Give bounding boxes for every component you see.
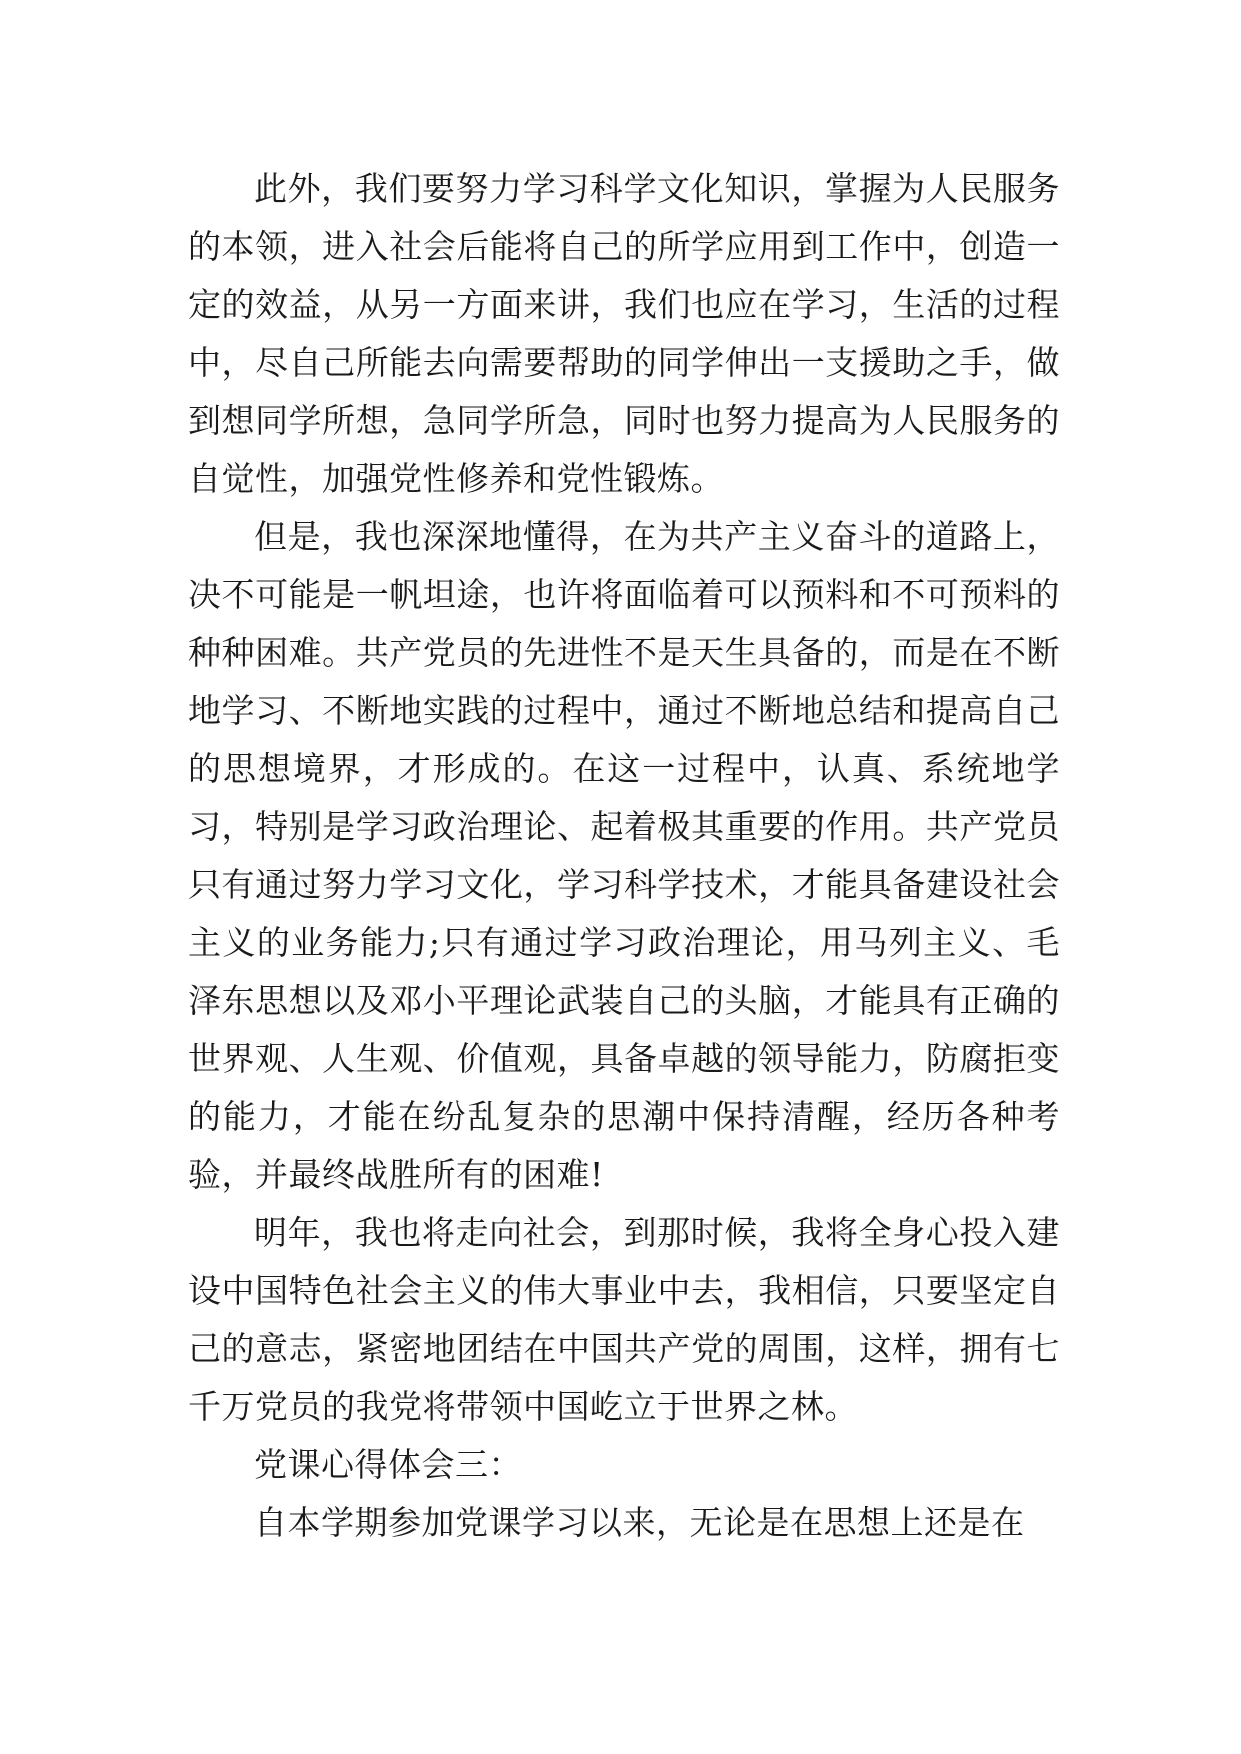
paragraph-study-knowledge: 此外，我们要努力学习科学文化知识，掌握为人民服务的本领，进入社会后能将自己的所学应用到工作中，创造一定的效益，从另一方面来讲，我们也应在学习，生活的过程中，尽自己所能去向需要帮助的同学伸出一支援助之手，做到想同学所想，急同学所急，同时也努力提高为人民服务的自觉性，加强党性修养和党性锻炼。 — [188, 169, 1060, 498]
paragraph-next-year: 明年，我也将走向社会，到那时候，我将全身心投入建设中国特色社会主义的伟大事业中去，我相信，只要坚定自己的意志，紧密地团结在中国共产党的周围，这样，拥有七千万党员的我党将带领中国屹立于世界之林。 — [188, 1213, 1060, 1426]
paragraph-closing: 自本学期参加党课学习以来，无论是在思想上还是在 — [254, 1503, 1025, 1542]
document-body — [188, 160, 1060, 1552]
section-heading: 党课心得体会三： — [254, 1445, 522, 1484]
paragraph-communism-path: 但是，我也深深地懂得，在为共产主义奋斗的道路上，决不可能是一帆坦途，也许将面临着可以预料和不可预料的种种困难。共产党员的先进性不是天生具备的，而是在不断地学习、不断地实践的过程中，通过不断地总结和提高自己的思想境界，才形成的。在这一过程中，认真、系统地学习，特别是学习政治理论、起着极其重要的作用。共产党员只有通过努力学习文化，学习科学技术，才能具备建设社会主义的业务能力;只有通过学习政治理论，用马列主义、毛泽东思想以及邓小平理论武装自己的头脑，才能具有正确的世界观、人生观、价值观，具备卓越的领导能力，防腐拒变的能力，才能在纷乱复杂的思潮中保持清醒，经历各种考验，并最终战胜所有的困难! — [188, 517, 1060, 1194]
